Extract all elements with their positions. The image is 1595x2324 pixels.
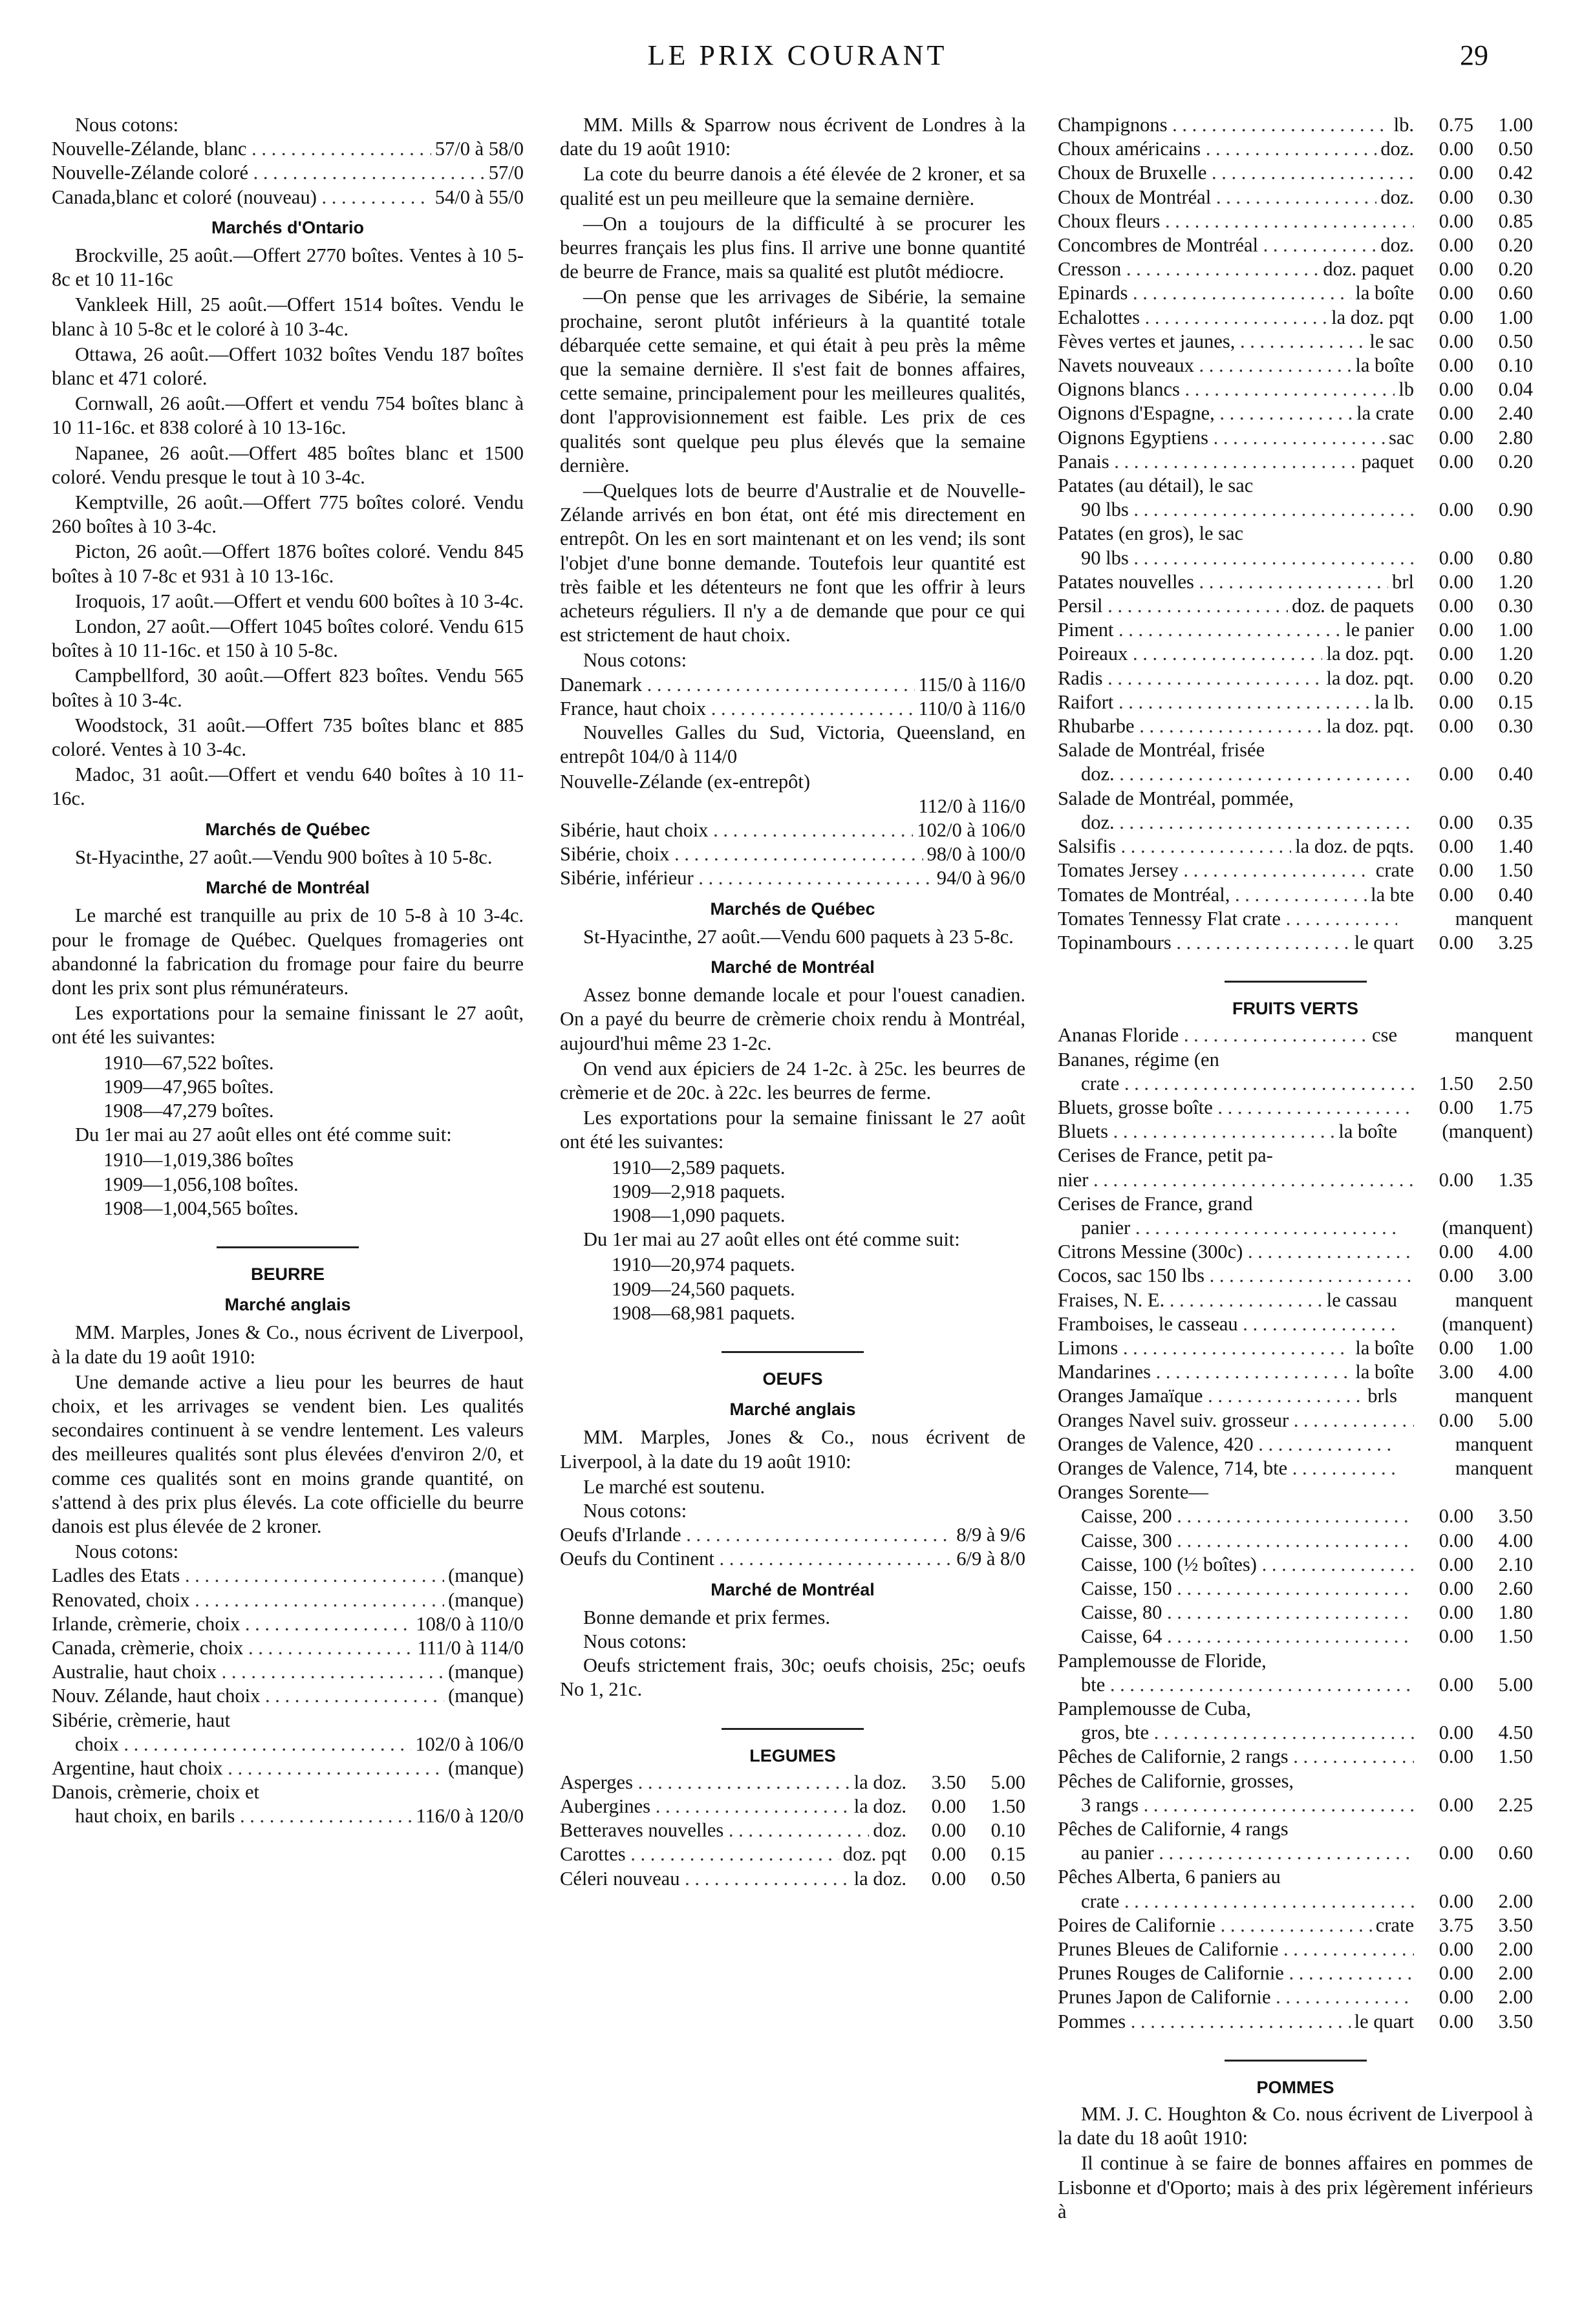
price-row: Rhubarbe . . . la doz. pqt. 0.00 0.30 bbox=[1058, 714, 1533, 738]
paragraph: Du 1er mai au 27 août elles ont été comme suit: bbox=[583, 1228, 960, 1251]
paragraph: Le marché est tranquille au prix de 10 5-8 à 10 3-4c. pour le fromage de Québec. Quelques fromageries ont abandonné la fabrication du fromage pour faire du beurre dont les prix sont plus rémunérateurs. bbox=[52, 904, 524, 999]
price-row: Tomates Tennessy Flat crate . . . manquent bbox=[1058, 907, 1533, 931]
price-row: crate . . . 1.50 2.50 bbox=[1058, 1072, 1533, 1096]
price-row: Sibérie, haut choix . . . 102/0 à 106/0 bbox=[560, 818, 1025, 842]
price-row: Patates nouvelles . . . brl 0.00 1.20 bbox=[1058, 570, 1533, 594]
market-report: Kemptville, 26 août.—Offert 775 boîtes coloré. Vendu 260 boîtes à 10 3-4c. bbox=[52, 491, 524, 538]
price-row: Asperges . . . la doz. 3.50 5.00 bbox=[560, 1771, 1025, 1795]
price-row: Piment . . . le panier 0.00 1.00 bbox=[1058, 618, 1533, 642]
price-row: Pommes . . . le quart 0.00 3.50 bbox=[1058, 2010, 1533, 2034]
cotons-label: Nous cotons: bbox=[75, 1540, 179, 1563]
export-line: 1909—24,560 paquets. bbox=[612, 1277, 795, 1300]
paragraph: Les exportations pour la semaine finissant le 27 août ont été les suivantes: bbox=[560, 1107, 1025, 1153]
price-line: Patates (en gros), le sac bbox=[1058, 522, 1244, 545]
price-row: Aubergines . . . la doz. 0.00 1.50 bbox=[560, 1795, 1025, 1818]
price-row: Oignons d'Espagne, . . . la crate 0.00 2.40 bbox=[1058, 401, 1533, 425]
page-number: 29 bbox=[1460, 39, 1488, 71]
price-row: Oignons Egyptiens . . . sac 0.00 2.80 bbox=[1058, 426, 1533, 450]
price-row: haut choix, en barils . . . 116/0 à 120/0 bbox=[52, 1804, 524, 1828]
price-row: Caisse, 80 . . . 0.00 1.80 bbox=[1058, 1601, 1533, 1625]
section-heading: Marché de Montréal bbox=[206, 878, 370, 898]
price-line: Pamplemousse de Cuba, bbox=[1058, 1698, 1252, 1720]
price-row: Bluets . . . la boîte (manquent) bbox=[1058, 1120, 1533, 1144]
column-3 bbox=[1058, 113, 1533, 2225]
market-report: Campbellford, 30 août.—Offert 823 boîtes. Vendu 565 boîtes à 10 3-4c. bbox=[52, 665, 524, 711]
market-report: St-Hyacinthe, 27 août.—Vendu 600 paquets à 23 5-8c. bbox=[583, 925, 1014, 948]
price-row: Sibérie, inférieur . . . 94/0 à 96/0 bbox=[560, 866, 1025, 890]
paragraph: Du 1er mai au 27 août elles ont été comme suit: bbox=[75, 1124, 452, 1146]
price-line: Oranges Sorente— bbox=[1058, 1481, 1208, 1504]
price-row: Prunes Rouges de Californie . . . 0.00 2.00 bbox=[1058, 1961, 1533, 1985]
price-row: 90 lbs . . . 0.00 0.90 bbox=[1058, 498, 1533, 522]
price-row: au panier . . . 0.00 0.60 bbox=[1058, 1841, 1533, 1865]
price-row: bte . . . 0.00 5.00 bbox=[1058, 1673, 1533, 1697]
price-row: Ananas Floride . . . cse manquent bbox=[1058, 1023, 1533, 1047]
section-title: LEGUMES bbox=[749, 1745, 836, 1765]
price-row: Argentine, haut choix . . . (manque) bbox=[52, 1756, 524, 1780]
price-row: gros, bte . . . 0.00 4.50 bbox=[1058, 1721, 1533, 1745]
price-line: Salade de Montréal, pommée, bbox=[1058, 787, 1294, 809]
price-line: Sibérie, crèmerie, haut bbox=[52, 1709, 231, 1731]
export-line: 1908—47,279 boîtes. bbox=[103, 1099, 274, 1122]
price-row: Panais . . . paquet 0.00 0.20 bbox=[1058, 450, 1533, 474]
export-line: 1908—68,981 paquets. bbox=[612, 1301, 795, 1324]
section-divider bbox=[722, 1728, 864, 1730]
price-line: Salade de Montréal, frisée bbox=[1058, 739, 1265, 762]
export-line: 1910—67,522 boîtes. bbox=[103, 1051, 274, 1074]
market-report: Brockville, 25 août.—Offert 2770 boîtes. Ventes à 10 5-8c et 10 11-16c bbox=[52, 244, 524, 291]
price-row: Oeufs du Continent . . . 6/9 à 8/0 bbox=[560, 1547, 1025, 1571]
market-report: Ottawa, 26 août.—Offert 1032 boîtes Vendu 187 boîtes blanc et 471 coloré. bbox=[52, 343, 524, 390]
price-row: Caisse, 150 . . . 0.00 2.60 bbox=[1058, 1577, 1533, 1601]
paragraph: Bonne demande et prix fermes. bbox=[583, 1606, 830, 1628]
price-row: Irlande, crèmerie, choix . . . 108/0 à 110/0 bbox=[52, 1612, 524, 1636]
price-line: Pêches Alberta, 6 paniers au bbox=[1058, 1866, 1281, 1888]
price-row: Choux fleurs . . . 0.00 0.85 bbox=[1058, 209, 1533, 233]
price-row: Mandarines . . . la boîte 3.00 4.00 bbox=[1058, 1360, 1533, 1384]
price-row: Topinambours . . . le quart 0.00 3.25 bbox=[1058, 931, 1533, 955]
cotons-label: Nous cotons: bbox=[583, 1630, 687, 1652]
export-line: 1910—1,019,386 boîtes bbox=[103, 1149, 294, 1171]
paragraph: Assez bonne demande locale et pour l'ouest canadien. On a payé du beurre de crèmerie choix rendu à Montréal, aujourd'hui même 23 1-2c. bbox=[560, 984, 1025, 1054]
paragraph: —On a toujours de la difficulté à se procurer les beurres français les plus fins. Il arrive une bonne quantité de beurre de France, mais sa qualité est plutôt médiocre. bbox=[560, 212, 1025, 283]
price-row: Ladles des Etats . . . (manque) bbox=[52, 1564, 524, 1588]
price-row: Pêches de Californie, 2 rangs . . . 0.00 1.50 bbox=[1058, 1745, 1533, 1769]
price-row: Caisse, 200 . . . 0.00 3.50 bbox=[1058, 1504, 1533, 1528]
price-row: Choux américains . . . doz. 0.00 0.50 bbox=[1058, 137, 1533, 161]
section-heading: Marché anglais bbox=[729, 1400, 856, 1420]
paragraph: MM. J. C. Houghton & Co. nous écrivent de Liverpool à la date du 18 août 1910: bbox=[1058, 2103, 1533, 2149]
price-row: Poires de Californie . . . crate 3.75 3.50 bbox=[1058, 1914, 1533, 1937]
price-line: Pêches de Californie, grosses, bbox=[1058, 1769, 1294, 1792]
price-line: Bananes, régime (en bbox=[1058, 1048, 1219, 1071]
price-row: choix . . . 102/0 à 106/0 bbox=[52, 1732, 524, 1756]
price-row: France, haut choix . . . 110/0 à 116/0 bbox=[560, 697, 1025, 721]
price-line: Pamplemousse de Floride, bbox=[1058, 1649, 1267, 1672]
paragraph: Une demande active a lieu pour les beurres de haut choix, et les arrivages se vendent bien. Les qualités secondaires continuent à se vendre lentement. Les valeurs des meilleures qualités sont plus élevées d'environ 2/0, et comme ces qualités sont en moins grande quantité, on s'attend à des prix plus élevés. La cote officielle du beurre danois est plus élevée de 2 kroner. bbox=[52, 1370, 524, 1537]
paragraph: —Quelques lots de beurre d'Australie et de Nouvelle-Zélande arrivés en bon état, ont été mis directement en entrepôt. On les en sort maintenant et on les vend; ils sont l'objet d'une bonne demande. Toutefois leur quantité est très faible et les détenteurs ne font que les offrir à leurs acheteurs réguliers. Il n'y a de demande que pour ce qui est strictement de haut choix. bbox=[560, 480, 1025, 646]
export-line: 1909—47,965 boîtes. bbox=[103, 1075, 274, 1098]
export-line: 1909—2,918 paquets. bbox=[612, 1180, 786, 1202]
export-line: 1910—20,974 paquets. bbox=[612, 1253, 795, 1276]
paragraph: Nouvelles Galles du Sud, Victoria, Queensland, en entrepôt 104/0 à 114/0 bbox=[560, 721, 1025, 768]
paragraph: MM. Marples, Jones & Co., nous écrivent de Liverpool, à la date du 19 août 1910: bbox=[560, 1426, 1025, 1473]
market-report: Iroquois, 17 août.—Offert et vendu 600 boîtes à 10 3-4c. bbox=[75, 590, 524, 612]
price-line: Danois, crèmerie, choix et bbox=[52, 1781, 259, 1804]
price-row: Oignons blancs . . . lb 0.00 0.04 bbox=[1058, 378, 1533, 401]
price-row: Framboises, le casseau . . . (manquent) bbox=[1058, 1312, 1533, 1336]
column-1 bbox=[52, 113, 524, 1829]
price-row: Nouvelle-Zélande, blanc . . . 57/0 à 58/0 bbox=[52, 137, 524, 161]
price-row: Concombres de Montréal . . . doz. 0.00 0.20 bbox=[1058, 233, 1533, 257]
price-row: Raifort . . . la lb. 0.00 0.15 bbox=[1058, 690, 1533, 714]
price-row: 3 rangs . . . 0.00 2.25 bbox=[1058, 1793, 1533, 1817]
section-divider bbox=[1225, 2060, 1367, 2062]
price-row: crate . . . 0.00 2.00 bbox=[1058, 1890, 1533, 1914]
market-report: Napanee, 26 août.—Offert 485 boîtes blanc et 1500 coloré. Vendu presque le tout à 10 3-4c. bbox=[52, 442, 524, 488]
price-row: Oranges Navel suiv. grosseur . . . 0.00 5.00 bbox=[1058, 1409, 1533, 1433]
price-row: Prunes Bleues de Californie . . . 0.00 2.00 bbox=[1058, 1937, 1533, 1961]
price-row: Caisse, 64 . . . 0.00 1.50 bbox=[1058, 1625, 1533, 1648]
paragraph: La cote du beurre danois a été élevée de 2 kroner, et sa qualité est un peu meilleure que la semaine dernière. bbox=[560, 163, 1025, 209]
column-2 bbox=[560, 113, 1025, 1891]
price-row: Citrons Messine (300c) . . . 0.00 4.00 bbox=[1058, 1240, 1533, 1264]
export-line: 1910—2,589 paquets. bbox=[612, 1156, 786, 1178]
price-row: Radis . . . la doz. pqt. 0.00 0.20 bbox=[1058, 666, 1533, 690]
export-line: 1908—1,004,565 boîtes. bbox=[103, 1197, 299, 1219]
price-row: Céleri nouveau . . . la doz. 0.00 0.50 bbox=[560, 1867, 1025, 1891]
price-row: Oeufs d'Irlande . . . 8/9 à 9/6 bbox=[560, 1523, 1025, 1547]
price-row: Limons . . . la boîte 0.00 1.00 bbox=[1058, 1336, 1533, 1360]
paragraph: Le marché est soutenu. bbox=[583, 1475, 765, 1498]
price-value: 112/0 à 116/0 bbox=[918, 794, 1025, 817]
price-row: Caisse, 300 . . . 0.00 4.00 bbox=[1058, 1529, 1533, 1553]
paragraph: MM. Marples, Jones & Co., nous écrivent de Liverpool, à la date du 19 août 1910: bbox=[52, 1321, 524, 1368]
section-divider bbox=[217, 1246, 359, 1248]
paragraph: On vend aux épiciers de 24 1-2c. à 25c. les beurres de crèmerie et de 20c. à 22c. les beurres de ferme. bbox=[560, 1057, 1025, 1103]
price-row: Nouv. Zélande, haut choix . . . (manque) bbox=[52, 1684, 524, 1708]
price-line: Patates (au détail), le sac bbox=[1058, 474, 1254, 497]
market-report: Madoc, 31 août.—Offert et vendu 640 boîtes à 10 11-16c. bbox=[52, 763, 524, 810]
price-line: Nouvelle-Zélande (ex-entrepôt) bbox=[560, 771, 810, 793]
cotons-label: Nous cotons: bbox=[583, 1499, 687, 1522]
price-row: Carottes . . . doz. pqt 0.00 0.15 bbox=[560, 1842, 1025, 1866]
export-line: 1909—1,056,108 boîtes. bbox=[103, 1173, 299, 1195]
section-divider bbox=[722, 1351, 864, 1353]
price-row: Fraises, N. E. . . . le cassau manquent bbox=[1058, 1288, 1533, 1312]
section-heading: Marchés de Québec bbox=[710, 899, 875, 919]
paragraph: Oeufs strictement frais, 30c; oeufs choisis, 25c; oeufs No 1, 21c. bbox=[560, 1654, 1025, 1701]
paragraph: Il continue à se faire de bonnes affaires en pommes de Lisbonne et d'Oporto; mais à des prix légèrement inférieurs à bbox=[1058, 2152, 1533, 2223]
section-title: OEUFS bbox=[762, 1369, 823, 1389]
price-row: Fèves vertes et jaunes, . . . le sac 0.00 0.50 bbox=[1058, 330, 1533, 354]
market-report: Woodstock, 31 août.—Offert 735 boîtes blanc et 885 coloré. Ventes à 10 3-4c. bbox=[52, 714, 524, 761]
price-line: Cerises de France, petit pa- bbox=[1058, 1144, 1273, 1167]
journal-title: LE PRIX COURANT bbox=[647, 39, 948, 71]
price-row: 90 lbs . . . 0.00 0.80 bbox=[1058, 546, 1533, 570]
price-row: Oranges de Valence, 714, bte . . . manquent bbox=[1058, 1456, 1533, 1480]
section-heading: Marchés d'Ontario bbox=[211, 217, 364, 237]
market-report: St-Hyacinthe, 27 août.—Vendu 900 boîtes à 10 5-8c. bbox=[75, 846, 493, 868]
price-row: Navets nouveaux . . . la boîte 0.00 0.10 bbox=[1058, 354, 1533, 378]
price-row: Poireaux . . . la doz. pqt. 0.00 1.20 bbox=[1058, 642, 1533, 666]
price-row: Betteraves nouvelles . . . doz. 0.00 0.10 bbox=[560, 1818, 1025, 1842]
price-row: Cocos, sac 150 lbs . . . 0.00 3.00 bbox=[1058, 1264, 1533, 1288]
price-line: Cerises de France, grand bbox=[1058, 1192, 1253, 1215]
section-heading: Marché de Montréal bbox=[711, 957, 875, 977]
price-row: Choux de Montréal . . . doz. 0.00 0.30 bbox=[1058, 186, 1533, 209]
market-report: Cornwall, 26 août.—Offert et vendu 754 boîtes blanc à 10 11-16c. et 838 coloré à 10 13-16c. bbox=[52, 392, 524, 439]
price-row: Caisse, 100 (½ boîtes) . . . 0.00 2.10 bbox=[1058, 1553, 1533, 1577]
price-row: Bluets, grosse boîte . . . 0.00 1.75 bbox=[1058, 1096, 1533, 1120]
market-report: Picton, 26 août.—Offert 1876 boîtes coloré. Vendu 845 boîtes à 10 7-8c et 931 à 10 13-16c. bbox=[52, 540, 524, 587]
price-row: Salsifis . . . la doz. de pqts. 0.00 1.40 bbox=[1058, 835, 1533, 858]
price-row: Nouvelle-Zélande coloré . . . 57/0 bbox=[52, 161, 524, 185]
market-report: Vankleek Hill, 25 août.—Offert 1514 boîtes. Vendu le blanc à 10 5-8c et le coloré à 10 3-4c. bbox=[52, 293, 524, 340]
price-row: Renovated, choix . . . (manque) bbox=[52, 1588, 524, 1612]
price-row: Oranges Jamaïque . . . brls manquent bbox=[1058, 1384, 1533, 1408]
paragraph: MM. Mills & Sparrow nous écrivent de Londres à la date du 19 août 1910: bbox=[560, 114, 1025, 160]
price-row: Australie, haut choix . . . (manque) bbox=[52, 1660, 524, 1684]
price-row: Prunes Japon de Californie . . . 0.00 2.00 bbox=[1058, 1985, 1533, 2009]
section-title: BEURRE bbox=[250, 1264, 325, 1284]
market-report: London, 27 août.—Offert 1045 boîtes coloré. Vendu 615 boîtes à 10 11-16c. et 150 à 10 5-8c. bbox=[52, 615, 524, 662]
price-row: doz. . . . 0.00 0.35 bbox=[1058, 811, 1533, 835]
cotons-label: Nous cotons: bbox=[75, 114, 179, 136]
section-divider bbox=[1225, 981, 1367, 983]
cotons-label: Nous cotons: bbox=[583, 649, 687, 672]
price-row: Choux de Bruxelle . . . 0.00 0.42 bbox=[1058, 161, 1533, 185]
price-row: Oranges de Valence, 420 . . . manquent bbox=[1058, 1433, 1533, 1456]
price-row: Tomates de Montréal, . . . la bte 0.00 0.40 bbox=[1058, 883, 1533, 907]
section-heading: Marché de Montréal bbox=[711, 1579, 875, 1599]
export-line: 1908—1,090 paquets. bbox=[612, 1204, 786, 1226]
price-row: Canada, crèmerie, choix . . . 111/0 à 114/0 bbox=[52, 1636, 524, 1660]
price-row: doz. . . . 0.00 0.40 bbox=[1058, 762, 1533, 786]
paragraph: —On pense que les arrivages de Sibérie, la semaine prochaine, seront plutôt inférieurs à la quantité totale débarquée cette semaine, et qui était à peu près la même que la semaine dernière. Il s'est fait de bonnes affaires, cette semaine, principalement pour les meilleures qualités, dont l'approvisionnement est faible. Les prix de ces qualités sont quelque peu plus élevés que la semaine dernière. bbox=[560, 286, 1025, 476]
paragraph: Les exportations pour la semaine finissant le 27 août, ont été les suivantes: bbox=[52, 1002, 524, 1049]
price-row: panier . . . (manquent) bbox=[1058, 1216, 1533, 1240]
price-row: Canada,blanc et coloré (nouveau) . . . 54/0 à 55/0 bbox=[52, 186, 524, 209]
section-heading: Marchés de Québec bbox=[205, 819, 370, 839]
price-row: Persil . . . doz. de paquets 0.00 0.30 bbox=[1058, 594, 1533, 618]
price-row: Sibérie, choix . . . 98/0 à 100/0 bbox=[560, 842, 1025, 866]
price-row: Champignons . . . lb. 0.75 1.00 bbox=[1058, 113, 1533, 137]
price-row: Cresson . . . doz. paquet 0.00 0.20 bbox=[1058, 257, 1533, 281]
price-row: Danemark . . . 115/0 à 116/0 bbox=[560, 673, 1025, 697]
price-row: Tomates Jersey . . . crate 0.00 1.50 bbox=[1058, 858, 1533, 882]
section-heading: Marché anglais bbox=[224, 1295, 351, 1315]
price-line: Pêches de Californie, 4 rangs bbox=[1058, 1818, 1289, 1840]
price-row: nier . . . 0.00 1.35 bbox=[1058, 1168, 1533, 1192]
price-row: Echalottes . . . la doz. pqt 0.00 1.00 bbox=[1058, 306, 1533, 330]
section-title: POMMES bbox=[1256, 2077, 1334, 2097]
section-title: FRUITS VERTS bbox=[1232, 999, 1358, 1019]
page-header bbox=[0, 39, 1595, 84]
price-row: Epinards . . . la boîte 0.00 0.60 bbox=[1058, 281, 1533, 305]
